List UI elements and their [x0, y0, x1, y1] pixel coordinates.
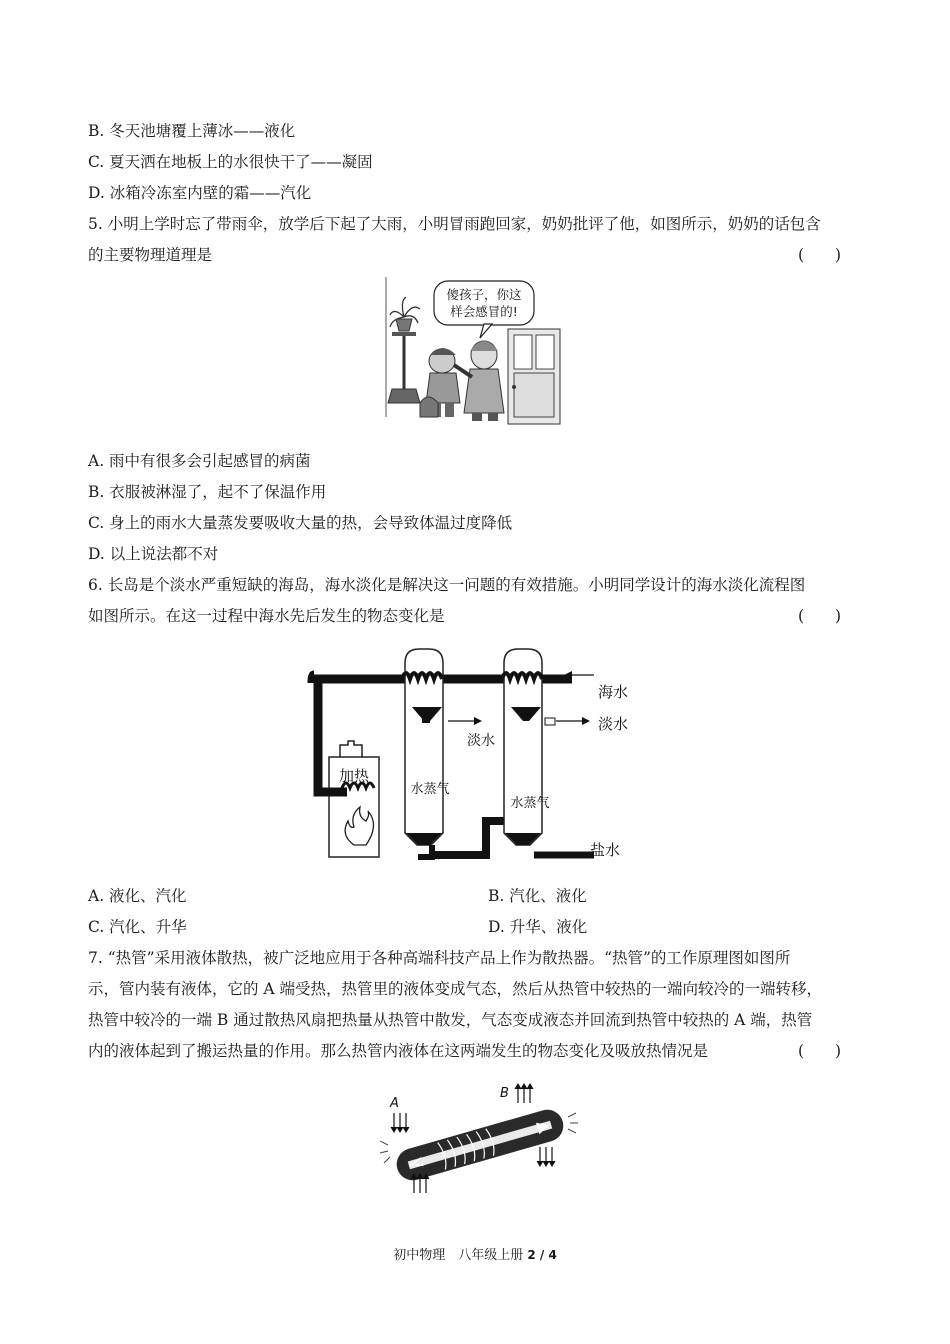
q6-option-d: D. 升华、液化: [488, 918, 588, 936]
tower-2: [502, 649, 550, 845]
q6-option-c: C. 汽化、升华: [88, 918, 187, 936]
bubble-line2: 样会感冒的!: [450, 304, 518, 319]
end-a-label: A: [390, 1096, 399, 1111]
q7-stem-line2: 示，管内装有液体，它的 A 端受热，热管里的液体变成气态，然后从热管中较热的一端向较冷的一端转移，: [88, 980, 823, 998]
heater-box: [329, 741, 379, 857]
q7-stem-line4: 内的液体起到了搬运热量的作用。那么热管内液体在这两端发生的物态变化及吸放热情况是: [88, 1042, 709, 1060]
q4-option-d: D. 冰箱冷冻室内壁的霜——汽化: [88, 184, 312, 202]
q5-option-c: C. 身上的雨水大量蒸发要吸收大量的热，会导致体温过度降低: [88, 514, 513, 532]
end-b-label: B: [500, 1086, 509, 1101]
door-icon: [508, 329, 560, 424]
tower-1: [402, 649, 450, 857]
q5-stem-line1: 5. 小明上学时忘了带雨伞，放学后下起了大雨，小明冒雨跑回家，奶奶批评了他，如图所示，奶奶的话包含: [88, 215, 821, 233]
q5-option-d: D. 以上说法都不对: [88, 545, 219, 563]
q5-option-b: B. 衣服被淋湿了，起不了保温作用: [88, 483, 327, 501]
grandma-figure-icon: [454, 341, 504, 421]
seawater-label: 海水: [598, 683, 629, 701]
q5-answer-bracket: ( ): [798, 246, 842, 264]
q6-option-a: A. 液化、汽化: [88, 887, 187, 905]
q6-option-b: B. 汽化、液化: [488, 887, 587, 905]
plant-stand-icon: [388, 297, 420, 403]
q6-desalination-figure: [302, 645, 647, 870]
fresh-label-right: 淡水: [598, 715, 629, 733]
heat-pipe-icon: [393, 1106, 567, 1184]
vapor-label-2: 水蒸气: [510, 796, 550, 811]
footer-subject: 初中物理 八年级上册: [393, 1248, 524, 1263]
q7-answer-bracket: ( ): [798, 1042, 842, 1060]
q6-answer-bracket: ( ): [798, 607, 842, 625]
fresh-arrow-2: [582, 717, 590, 725]
q6-stem-line1: 6. 长岛是个淡水严重短缺的海岛，海水淡化是解决这一问题的有效措施。小明同学设计的海水淡化流程图: [88, 576, 806, 594]
heat-label: 加热: [338, 767, 370, 785]
vapor-label-1: 水蒸气: [410, 782, 450, 797]
q4-option-b: B. 冬天池塘覆上薄冰——液化: [88, 122, 296, 140]
boy-figure-icon: [420, 348, 460, 417]
q7-heat-pipe-figure: [380, 1083, 580, 1203]
page-footer: [0, 1244, 950, 1263]
fresh-label-mid: 淡水: [467, 733, 495, 749]
q5-option-a: A. 雨中有很多会引起感冒的病菌: [88, 452, 311, 470]
q5-figure: [380, 277, 570, 432]
brine-label: 盐水: [590, 841, 621, 859]
q4-option-c: C. 夏天洒在地板上的水很快干了——凝固: [88, 153, 373, 171]
q7-stem-line3: 热管中较冷的一端 B 通过散热风扇把热量从热管中散发，气态变成液态并回流到热管中较热的 A 端，热管: [88, 1011, 813, 1029]
q7-stem-line1: 7. “热管”采用液体散热，被广泛地应用于各种高端科技产品上作为散热器。“热管”的工作原理图如图所: [88, 949, 791, 967]
q5-stem-line2: 的主要物理道理是: [88, 246, 213, 264]
page-number: 2 / 4: [527, 1248, 557, 1262]
q6-stem-line2: 如图所示。在这一过程中海水先后发生的物态变化是: [88, 607, 445, 625]
bubble-line1: 傻孩子，你这: [446, 287, 522, 302]
